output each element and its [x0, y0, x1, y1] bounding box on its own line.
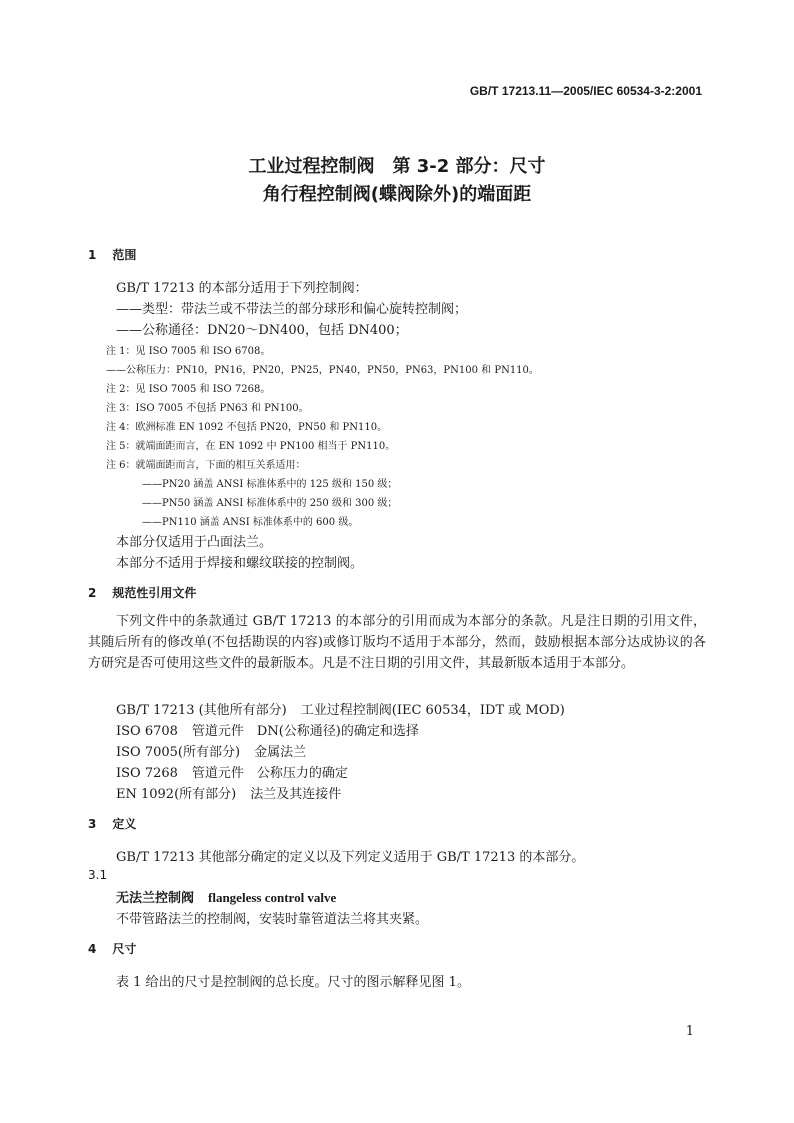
- section-3-title: 定义: [112, 817, 137, 831]
- section-3-heading: [88, 815, 136, 832]
- section-4-heading: [88, 940, 136, 957]
- reference-row: [116, 783, 341, 802]
- title-line-2: 角行程控制阀(蝶阀除外)的端面距: [262, 184, 532, 205]
- reference-row: [116, 699, 565, 718]
- reference-title: 法兰及其连接件: [250, 787, 342, 802]
- note-4: 注 4：欧洲标准 EN 1092 不包括 PN20，PN50 和 PN110。: [106, 422, 388, 433]
- scope-item-type: ——类型：带法兰或不带法兰的部分球形和偏心旋转控制阀；: [116, 302, 468, 317]
- note-3: 注 3：ISO 7005 不包括 PN63 和 PN100。: [106, 403, 309, 414]
- section-1-heading: [88, 246, 136, 263]
- term-english: flangeless control valve: [208, 890, 337, 905]
- section-4-text: 表 1 给出的尺寸是控制阀的总长度。尺寸的图示解释见图 1。: [116, 975, 470, 990]
- clause-number: 3.1: [88, 868, 108, 882]
- section-4-number: 4: [88, 942, 97, 956]
- note-2: 注 2：见 ISO 7005 和 ISO 7268。: [106, 384, 271, 395]
- definition-text: 不带管路法兰的控制阀，安装时靠管道法兰将其夹紧。: [116, 912, 429, 927]
- term-chinese: 无法兰控制阀: [116, 891, 195, 906]
- reference-code: GB/T 17213 (其他所有部分): [116, 703, 287, 718]
- page-number: 1: [685, 1024, 694, 1039]
- reference-row: [116, 762, 348, 781]
- scope-exclusion: 本部分不适用于焊接和螺纹联接的控制阀。: [116, 556, 364, 571]
- note-5: 注 5：就端面距而言，在 EN 1092 中 PN100 相当于 PN110。: [106, 441, 396, 452]
- section-3-number: 3: [88, 817, 97, 831]
- note-6: 注 6：就端面距而言，下面的相互关系适用：: [106, 460, 306, 471]
- section-1-intro: GB/T 17213 的本部分适用于下列控制阀：: [116, 281, 368, 296]
- normative-references-paragraph: 下列文件中的条款通过 GB/T 17213 的本部分的引用而成为本部分的条款。凡是注日期的引用文件，其随后所有的修改单(不包括勘误的内容)或修订版均不适用于本部分，然而，鼓励根据本部分达成协议的各方研究是否可使用这些文件的最新版本。凡是不注日期的引用文件，其最新版本适用于本部分。: [88, 614, 706, 671]
- reference-code: ISO 7005(所有部分): [116, 745, 241, 760]
- section-2-number: 2: [88, 586, 97, 600]
- reference-code: ISO 6708: [116, 724, 178, 739]
- section-2-heading: [88, 584, 196, 601]
- reference-code: EN 1092(所有部分): [116, 787, 237, 802]
- standard-code: GB/T 17213.11—2005/IEC 60534-3-2:2001: [469, 84, 702, 98]
- section-3-intro: GB/T 17213 其他部分确定的定义以及下列定义适用于 GB/T 17213 的本部分。: [116, 850, 585, 865]
- reference-title: 管道元件 公称压力的确定: [191, 766, 348, 781]
- section-4-title: 尺寸: [112, 942, 137, 956]
- reference-row: [116, 741, 306, 760]
- scope-raised-face: 本部分仅适用于凸面法兰。: [116, 535, 273, 550]
- note-pn-list: ——公称压力：PN10，PN16，PN20，PN25，PN40，PN50，PN63，PN100 和 PN110。: [106, 365, 539, 376]
- section-1-number: 1: [88, 248, 97, 262]
- section-1-title: 范围: [112, 248, 137, 262]
- reference-code: ISO 7268: [116, 766, 178, 781]
- subnote-pn20: ——PN20 涵盖 ANSI 标准体系中的 125 级和 150 级；: [142, 479, 398, 490]
- reference-row: [116, 720, 419, 739]
- title-line-1: 工业过程控制阀 第 3-2 部分：尺寸: [248, 156, 546, 177]
- reference-title: 工业过程控制阀(IEC 60534，IDT 或 MOD): [300, 703, 565, 718]
- scope-item-dn: ——公称通径：DN20～DN400，包括 DN400；: [116, 323, 408, 338]
- subnote-pn50: ——PN50 涵盖 ANSI 标准体系中的 250 级和 300 级；: [142, 498, 398, 509]
- subnote-pn110: ——PN110 涵盖 ANSI 标准体系中的 600 级。: [142, 517, 359, 528]
- definition-term: [116, 887, 336, 906]
- section-2-title: 规范性引用文件: [112, 586, 197, 600]
- note-1: 注 1：见 ISO 7005 和 ISO 6708。: [106, 346, 271, 357]
- reference-title: 管道元件 DN(公称通径)的确定和选择: [191, 724, 419, 739]
- reference-title: 金属法兰: [254, 745, 307, 760]
